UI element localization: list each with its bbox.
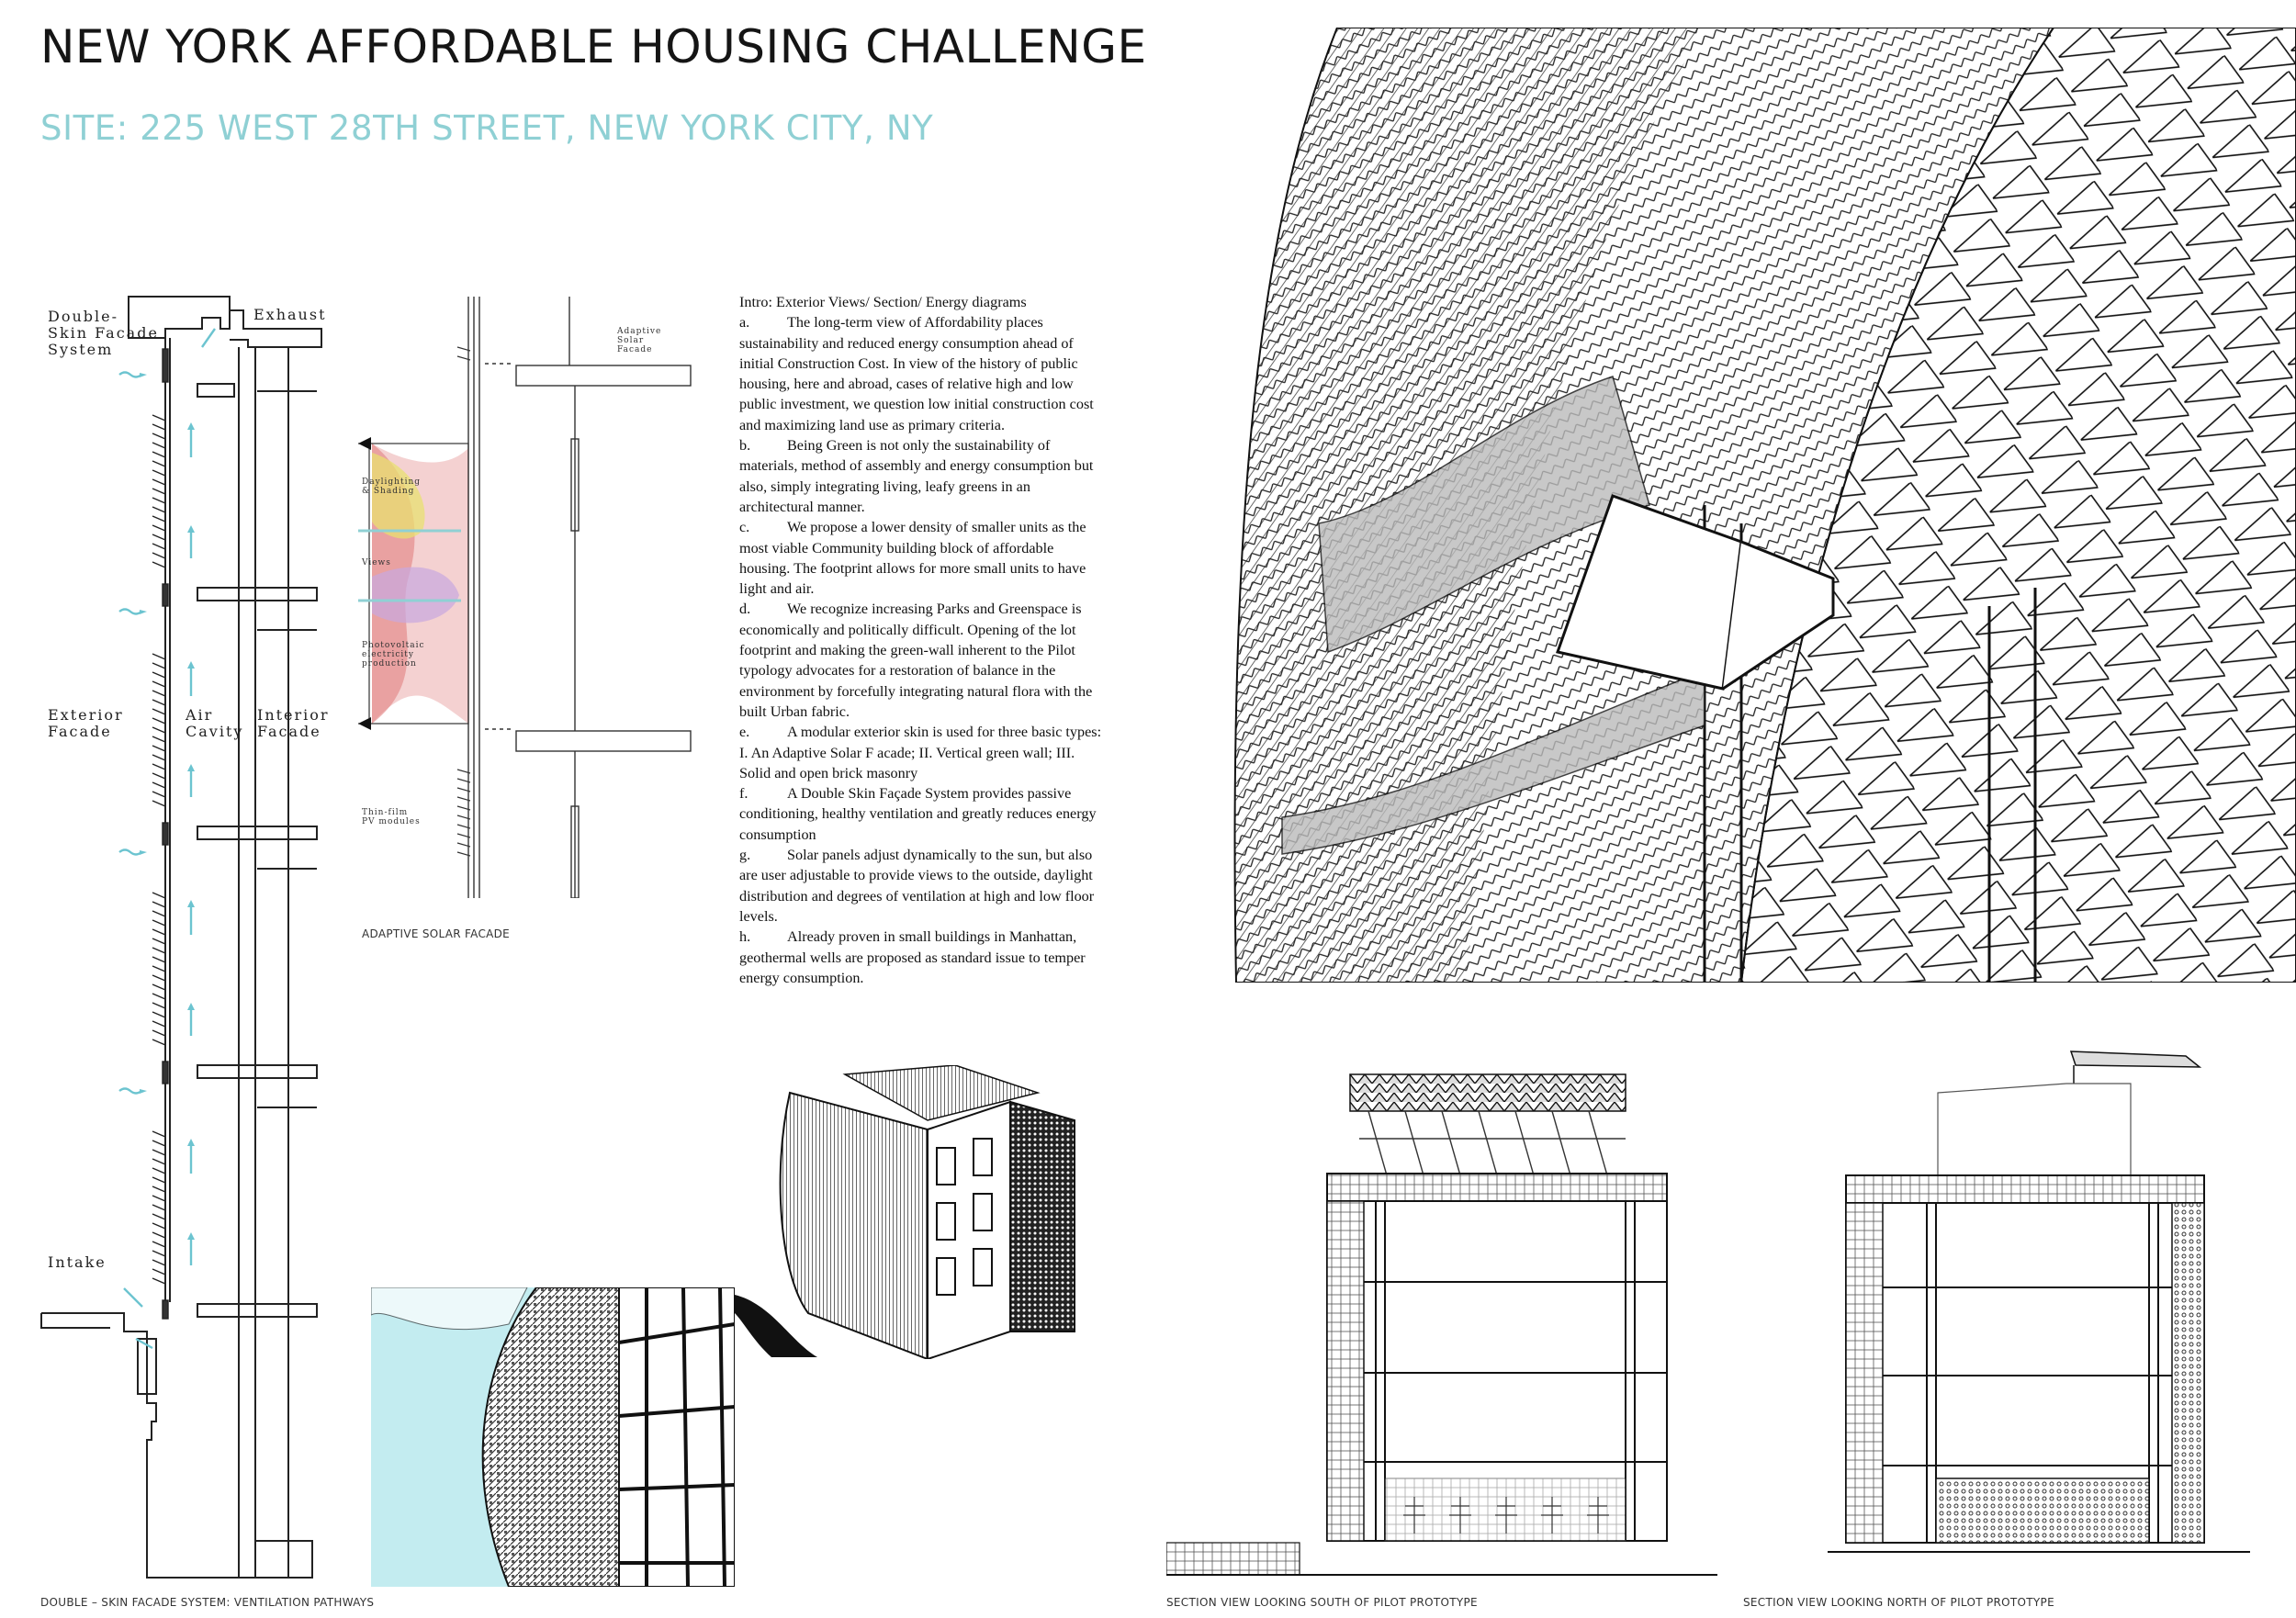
site-subtitle: SITE: 225 WEST 28TH STREET, NEW YORK CITY, NY bbox=[40, 108, 934, 148]
intro-item-letter: b. bbox=[739, 437, 751, 455]
intro-item-text: The long-term view of Affordability places sustainability and reduced energy consumption ahead of initial Construction Cost. In view of the history of public housing, here and abroad, cases of relative high and low public investment, we question low initial construction cost and maximizing land use as primary criteria. bbox=[739, 314, 1094, 433]
intro-item-letter: h. bbox=[739, 928, 751, 946]
intro-item-b bbox=[739, 435, 1107, 517]
label-thin-film-line2: PV modules bbox=[362, 817, 421, 826]
section-north-drawing bbox=[1828, 1047, 2250, 1579]
label-exterior-line2: Facade bbox=[48, 723, 112, 740]
section-south-drawing bbox=[1166, 1065, 1754, 1579]
label-interior-facade bbox=[257, 707, 330, 740]
label-exterior-facade bbox=[48, 707, 124, 740]
label-pv-line1: Photovoltaic bbox=[362, 641, 425, 650]
label-exhaust: Exhaust bbox=[253, 306, 327, 323]
intro-item-text: A Double Skin Façade System provides passive conditioning, healthy ventilation and greatly reduces energy consumption bbox=[739, 785, 1097, 843]
label-interior-line1: Interior bbox=[257, 706, 330, 724]
adaptive-solar-facade-drawing bbox=[358, 292, 707, 898]
label-air-cavity bbox=[186, 707, 243, 740]
intro-item-h bbox=[739, 927, 1107, 988]
intro-item-text: We recognize increasing Parks and Greenspace is economically and politically difficult. Opening of the lot footprint and making the green-wall inherent to the Pilot typology advocates for a restoration of balance in the environment by forcefully integrating natural flora with the built Urban fabric. bbox=[739, 601, 1093, 720]
intro-item-letter: e. bbox=[739, 724, 750, 741]
street-perspective-drawing bbox=[371, 1287, 735, 1587]
caption-adaptive-solar: ADAPTIVE SOLAR FACADE bbox=[362, 927, 511, 940]
intro-item-d bbox=[739, 599, 1107, 722]
intro-item-text: Being Green is not only the sustainability of materials, method of assembly and energy consumption but also, simply integrating living, leafy greens in an architectural manner. bbox=[739, 437, 1094, 515]
label-double-skin-line2: Skin Facade bbox=[48, 324, 159, 342]
intro-item-e bbox=[739, 722, 1107, 783]
label-adaptive-line2: Solar bbox=[617, 336, 645, 345]
caption-section-north: SECTION VIEW LOOKING NORTH OF PILOT PROTOTYPE bbox=[1743, 1596, 2054, 1609]
label-daylighting-line2: & Shading bbox=[362, 487, 415, 496]
intro-item-text: Already proven in small buildings in Manhattan, geothermal wells are proposed as standard issue to temper energy consumption. bbox=[739, 928, 1086, 986]
label-double-skin-line3: System bbox=[48, 341, 114, 358]
intro-item-text: Solar panels adjust dynamically to the sun, but also are user adjustable to provide views to the outside, daylight distribution and degrees of ventilation at high and low floor levels. bbox=[739, 847, 1095, 925]
intro-text-block bbox=[739, 292, 1107, 988]
intro-item-text: A modular exterior skin is used for three basic types: I. An Adaptive Solar F acade; II. Vertical green wall; III. Solid and open brick masonry bbox=[739, 724, 1102, 781]
label-views: Views bbox=[362, 558, 391, 567]
label-daylighting bbox=[362, 478, 421, 496]
label-adaptive-line3: Facade bbox=[617, 345, 653, 354]
caption-double-skin: DOUBLE – SKIN FACADE SYSTEM: VENTILATION PATHWAYS bbox=[40, 1596, 375, 1609]
label-air-line2: Cavity bbox=[186, 723, 244, 740]
intro-item-letter: f. bbox=[739, 785, 748, 803]
intro-item-letter: a. bbox=[739, 314, 750, 331]
label-thin-film-line1: Thin-film bbox=[362, 808, 409, 817]
intro-item-letter: g. bbox=[739, 847, 751, 864]
label-pv-line3: production bbox=[362, 659, 417, 669]
intro-item-letter: d. bbox=[739, 601, 751, 618]
label-pv-line2: electricity bbox=[362, 650, 414, 659]
double-skin-section-drawing bbox=[37, 292, 367, 1596]
label-exterior-line1: Exterior bbox=[48, 706, 124, 724]
label-intake: Intake bbox=[48, 1253, 107, 1271]
intro-item-a bbox=[739, 312, 1107, 435]
intro-heading: Intro: Exterior Views/ Section/ Energy diagrams bbox=[739, 294, 1027, 310]
label-adaptive-line1: Adaptive bbox=[617, 327, 662, 336]
label-adaptive-solar-facade bbox=[617, 327, 661, 354]
label-air-line1: Air bbox=[186, 706, 214, 724]
intro-item-g bbox=[739, 845, 1107, 927]
caption-section-south: SECTION VIEW LOOKING SOUTH OF PILOT PROTOTYPE bbox=[1166, 1596, 1478, 1609]
label-thin-film bbox=[362, 808, 421, 826]
label-pv-production bbox=[362, 641, 425, 669]
label-interior-line2: Facade bbox=[257, 723, 321, 740]
intro-item-text: We propose a lower density of smaller units as the most viable Community building block of affordable housing. The footprint allows for more small units to have light and air. bbox=[739, 519, 1086, 598]
intro-item-c bbox=[739, 517, 1107, 599]
label-daylighting-line1: Daylighting bbox=[362, 478, 422, 487]
exterior-perspective-drawing bbox=[1227, 28, 2296, 983]
intro-item-f bbox=[739, 783, 1107, 845]
axonometric-building-drawing bbox=[735, 1065, 1102, 1359]
intro-item-letter: c. bbox=[739, 519, 750, 536]
label-double-skin bbox=[48, 309, 159, 358]
page-title: NEW YORK AFFORDABLE HOUSING CHALLENGE bbox=[40, 20, 1147, 73]
label-double-skin-line1: Double- bbox=[48, 308, 118, 325]
